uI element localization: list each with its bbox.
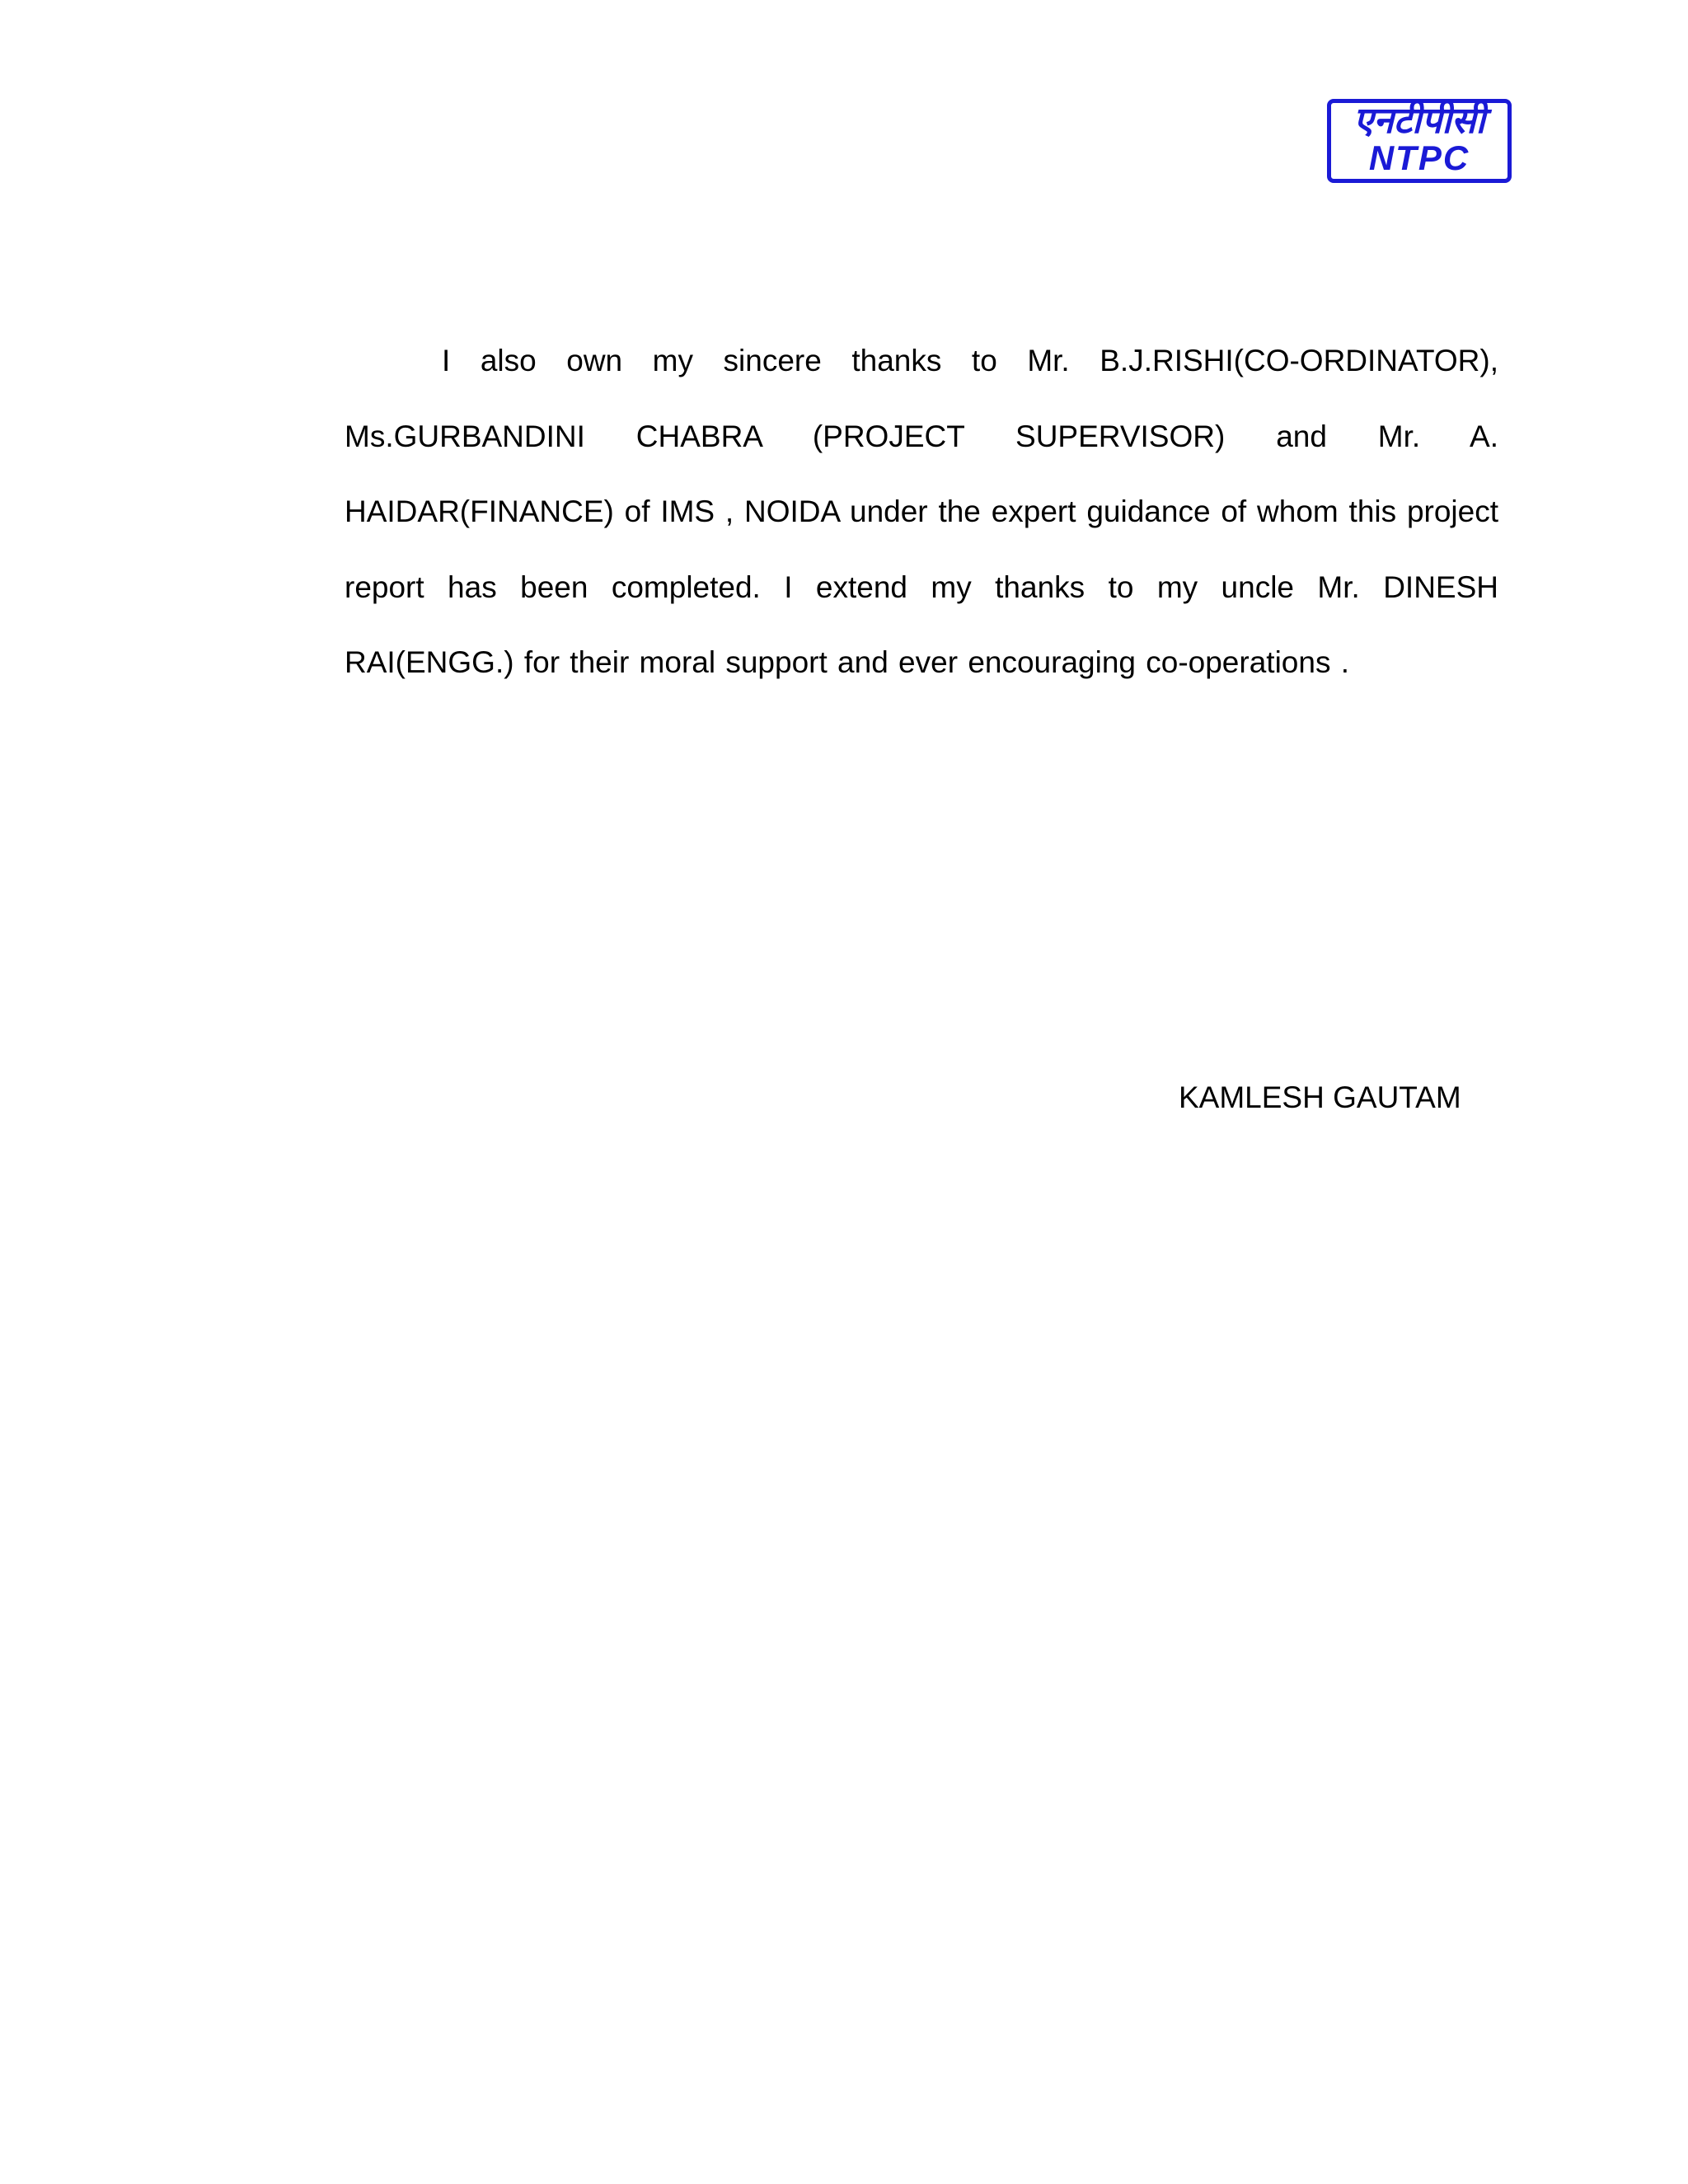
acknowledgement-paragraph: I also own my sincere thanks to Mr. B.J.RISHI(CO-ORDINATOR), Ms.GURBANDINI CHABRA (PROJECT SUPERVISOR) and Mr. A. HAIDAR(FINANCE) of IMS , NOIDA under the expert guidance of whom this project report has been completed. I extend my thanks to my uncle Mr. DINESH RAI(ENGG.) for their moral support and ever encouraging co-operations .	[345, 344, 1498, 679]
ntpc-logo	[1327, 99, 1512, 183]
logo-english-text: NTPC	[1368, 138, 1470, 177]
signature-name: KAMLESH GAUTAM	[1179, 1080, 1461, 1114]
logo-hindi-text: एनटीपीसी	[1353, 100, 1485, 142]
